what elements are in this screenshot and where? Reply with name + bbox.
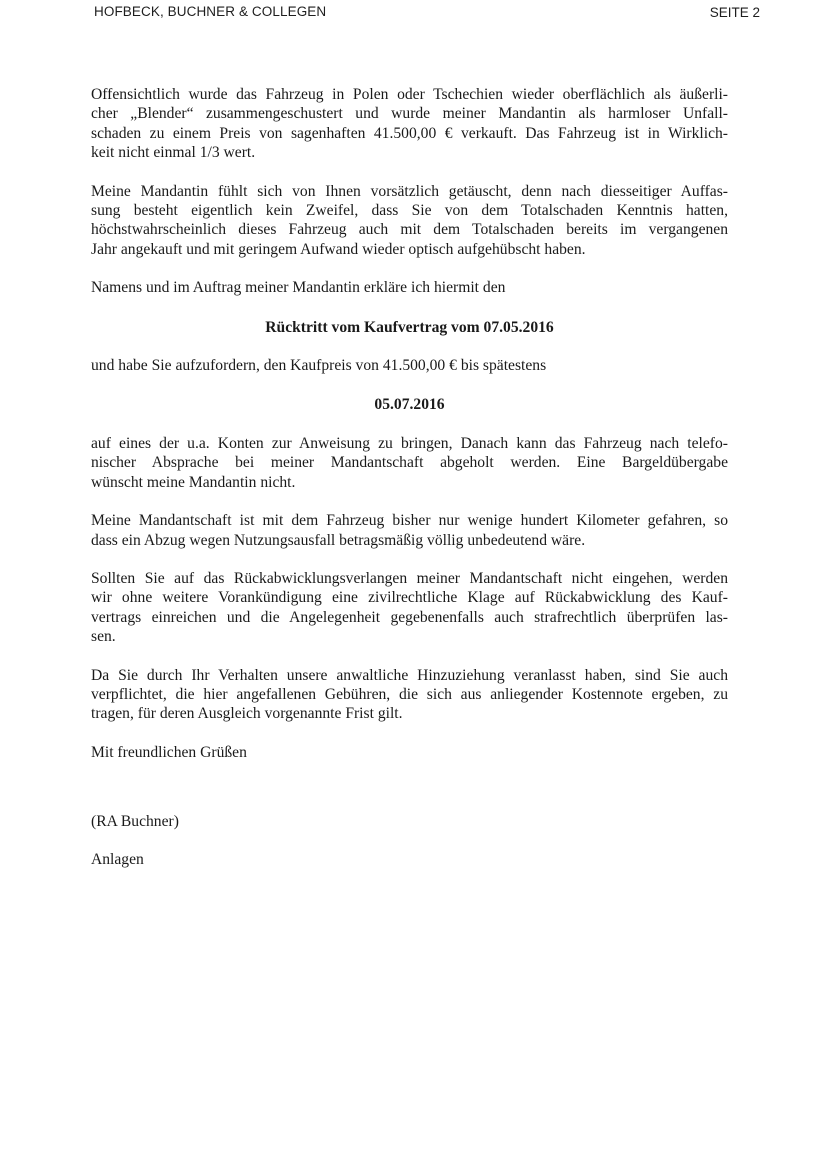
paragraph-mileage	[91, 511, 728, 550]
text-line: cher „Blender“ zusammengeschustert und wurde meiner Mandantin als harmloser Unfall-	[91, 105, 728, 123]
paragraph-legal-action	[91, 569, 728, 647]
text-line: nischer Absprache bei meiner Mandantschaft abgeholt werden. Eine Bargeldübergabe	[91, 454, 728, 472]
firm-name: HOFBECK, BUCHNER & COLLEGEN	[94, 4, 327, 19]
text-line: sen.	[91, 628, 116, 646]
text-line: schaden zu einem Preis von sagenhaften 41.500,00 € verkauft. Das Fahrzeug ist in Wirklich-	[91, 124, 728, 142]
paragraph-payment-instructions	[91, 434, 728, 492]
attachments-label: Anlagen	[91, 850, 144, 868]
payment-deadline: 05.07.2016	[374, 396, 445, 414]
text-line: Da Sie durch Ihr Verhalten unsere anwaltliche Hinzuziehung veranlasst haben, sind Sie auch	[91, 666, 728, 684]
signature: (RA Buchner)	[91, 813, 179, 831]
text-line: keit nicht einmal 1/3 wert.	[91, 144, 256, 162]
closing-salutation: Mit freundlichen Grüßen	[91, 743, 247, 761]
text-line: vertrags einreichen und die Angelegenheit gegebenenfalls auch strafrechtlich überprüfen las-	[91, 608, 728, 626]
text-line: Offensichtlich wurde das Fahrzeug in Polen oder Tschechien wieder oberflächlich als äußerli-	[91, 86, 728, 103]
paragraph-deception	[91, 182, 728, 260]
payment-demand: und habe Sie aufzufordern, den Kaufpreis von 41.500,00 € bis spätestens	[91, 357, 547, 375]
paragraph-vehicle-condition	[91, 85, 728, 163]
text-line: verpflichtet, die hier angefallenen Gebühren, die sich aus anliegender Kostennote ergeben, zu	[91, 685, 728, 703]
text-line: Meine Mandantschaft ist mit dem Fahrzeug bisher nur wenige hundert Kilometer gefahren, so	[91, 512, 728, 530]
text-line: tragen, für deren Ausgleich vorgenannte Frist gilt.	[91, 705, 403, 723]
text-line: Jahr angekauft und mit geringem Aufwand wieder optisch aufgehübscht haben.	[91, 240, 586, 258]
text-line: dass ein Abzug wegen Nutzungsausfall betragsmäßig völlig unbedeutend wäre.	[91, 531, 586, 549]
page-header	[94, 4, 760, 24]
text-line: höchstwahrscheinlich dieses Fahrzeug auch mit dem Totalschaden bereits im vergangenen	[91, 221, 728, 239]
paragraph-fees	[91, 666, 728, 724]
text-line: sung besteht eigentlich kein Zweifel, dass Sie von dem Totalschaden Kenntnis hatten,	[91, 202, 728, 220]
text-line: wir ohne weitere Vorankündigung eine zivilrechtliche Klage auf Rückabwicklung des Kauf-	[91, 589, 728, 607]
text-line: wünscht meine Mandantin nicht.	[91, 473, 296, 491]
page-number: SEITE 2	[709, 5, 760, 20]
text-line: Sollten Sie auf das Rückabwicklungsverlangen meiner Mandantschaft nicht eingehen, werden	[91, 569, 728, 587]
declaration-intro: Namens und im Auftrag meiner Mandantin erkläre ich hiermit den	[91, 279, 506, 297]
withdrawal-heading: Rücktritt vom Kaufvertrag vom 07.05.2016	[265, 318, 554, 336]
text-line: auf eines der u.a. Konten zur Anweisung zu bringen, Danach kann das Fahrzeug nach telefo-	[91, 434, 728, 452]
letter-body	[91, 85, 728, 869]
text-line: Meine Mandantin fühlt sich von Ihnen vorsätzlich getäuscht, denn nach diesseitiger Auffas-	[91, 182, 728, 200]
